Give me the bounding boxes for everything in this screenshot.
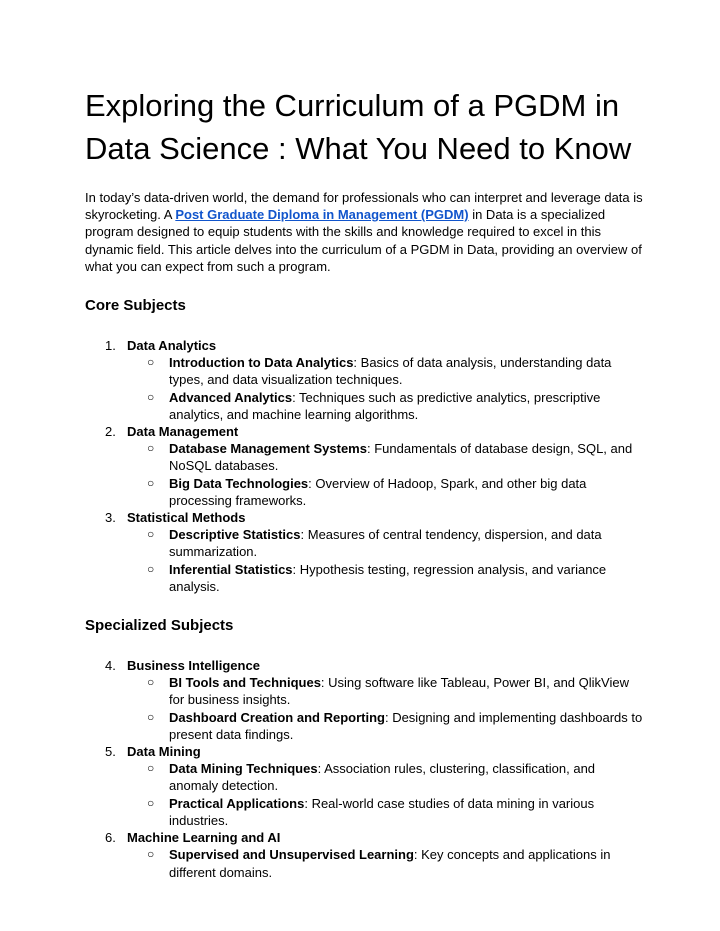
topic-name: Dashboard Creation and Reporting xyxy=(169,709,385,725)
topic-item xyxy=(127,475,645,509)
list-number: 1. xyxy=(105,338,116,354)
topic-item xyxy=(127,440,645,474)
topic-description: : Techniques such as predictive analytics, prescriptive analytics, and machine learning algorithms. xyxy=(169,389,601,422)
topic-name: BI Tools and Techniques xyxy=(169,675,321,691)
hollow-circle-bullet-icon: ○ xyxy=(147,527,155,542)
subject-title: Business Intelligence xyxy=(127,658,260,674)
list-number: 2. xyxy=(105,424,116,440)
topic-item xyxy=(127,526,645,560)
topic-name: Data Mining Techniques xyxy=(169,761,318,777)
subject-item xyxy=(85,743,645,829)
topic-item xyxy=(127,354,645,388)
subject-item xyxy=(85,423,645,509)
hollow-circle-bullet-icon: ○ xyxy=(147,355,155,370)
document-page xyxy=(85,84,645,881)
topic-item xyxy=(127,709,645,743)
topic-item xyxy=(127,760,645,794)
topic-description: : Basics of data analysis, understanding data types, and data visualization techniques. xyxy=(169,355,612,388)
topic-list xyxy=(127,440,645,509)
subject-item xyxy=(85,509,645,595)
topic-description: : Overview of Hadoop, Spark, and other big data processing frameworks. xyxy=(169,475,587,508)
topic-name: Introduction to Data Analytics xyxy=(169,355,354,371)
list-number: 3. xyxy=(105,510,116,526)
subject-section xyxy=(85,617,645,881)
hollow-circle-bullet-icon: ○ xyxy=(147,675,155,690)
list-number: 6. xyxy=(105,830,116,846)
topic-description: : Measures of central tendency, dispersion, and data summarization. xyxy=(169,527,602,560)
topic-name: Descriptive Statistics xyxy=(169,527,301,543)
topic-list xyxy=(127,846,645,880)
topic-description: : Fundamentals of database design, SQL, and NoSQL databases. xyxy=(169,441,633,474)
intro-paragraph xyxy=(85,189,645,275)
subject-title: Data Management xyxy=(127,424,239,440)
topic-list xyxy=(127,354,645,423)
subject-item xyxy=(85,337,645,423)
topic-description: : Using software like Tableau, Power BI, and QlikView for business insights. xyxy=(169,675,629,708)
pgdm-link[interactable]: Post Graduate Diploma in Management (PGDM) xyxy=(175,207,469,223)
subject-list xyxy=(85,657,645,881)
topic-description: : Association rules, clustering, classification, and anomaly detection. xyxy=(169,761,596,794)
topic-item xyxy=(127,795,645,829)
subject-section xyxy=(85,297,645,595)
hollow-circle-bullet-icon: ○ xyxy=(147,761,155,776)
subject-title: Data Mining xyxy=(127,744,201,760)
hollow-circle-bullet-icon: ○ xyxy=(147,475,155,490)
section-heading: Core Subjects xyxy=(85,297,186,315)
topic-list xyxy=(127,674,645,743)
sections-container xyxy=(85,297,645,881)
subject-title: Data Analytics xyxy=(127,338,217,354)
topic-list xyxy=(127,526,645,595)
hollow-circle-bullet-icon: ○ xyxy=(147,795,155,810)
subject-title: Statistical Methods xyxy=(127,510,246,526)
intro-text-before: In today’s data-driven world, the demand for professionals who can interpret and leverage data is skyrocketing. A xyxy=(85,190,643,223)
topic-list xyxy=(127,760,645,829)
list-number: 5. xyxy=(105,744,116,760)
topic-name: Database Management Systems xyxy=(169,441,367,457)
topic-item xyxy=(127,674,645,708)
subject-title: Machine Learning and AI xyxy=(127,830,281,846)
topic-name: Supervised and Unsupervised Learning xyxy=(169,847,414,863)
list-number: 4. xyxy=(105,658,116,674)
subject-item xyxy=(85,829,645,881)
topic-item xyxy=(127,846,645,880)
topic-name: Inferential Statistics xyxy=(169,561,293,577)
subject-list xyxy=(85,337,645,595)
page-title: Exploring the Curriculum of a PGDM in Data Science : What You Need to Know xyxy=(85,88,632,166)
topic-description: : Designing and implementing dashboards to present data findings. xyxy=(169,709,643,742)
topic-item xyxy=(127,389,645,423)
hollow-circle-bullet-icon: ○ xyxy=(147,561,155,576)
topic-name: Big Data Technologies xyxy=(169,475,309,491)
section-heading: Specialized Subjects xyxy=(85,617,234,635)
intro-text-after: in Data is a specialized program designed to equip students with the skills and knowledge required to excel in this dynamic field. This article delves into the curriculum of a PGDM in Data, providing an overview of what you can expect from such a program. xyxy=(85,207,642,274)
hollow-circle-bullet-icon: ○ xyxy=(147,709,155,724)
topic-item xyxy=(127,561,645,595)
topic-description: : Hypothesis testing, regression analysis, and variance analysis. xyxy=(169,561,607,594)
topic-name: Practical Applications xyxy=(169,795,305,811)
hollow-circle-bullet-icon: ○ xyxy=(147,847,155,862)
hollow-circle-bullet-icon: ○ xyxy=(147,441,155,456)
subject-item xyxy=(85,657,645,743)
topic-name: Advanced Analytics xyxy=(169,389,293,405)
topic-description: : Real-world case studies of data mining in various industries. xyxy=(169,795,595,828)
hollow-circle-bullet-icon: ○ xyxy=(147,389,155,404)
topic-description: : Key concepts and applications in different domains. xyxy=(169,847,611,880)
